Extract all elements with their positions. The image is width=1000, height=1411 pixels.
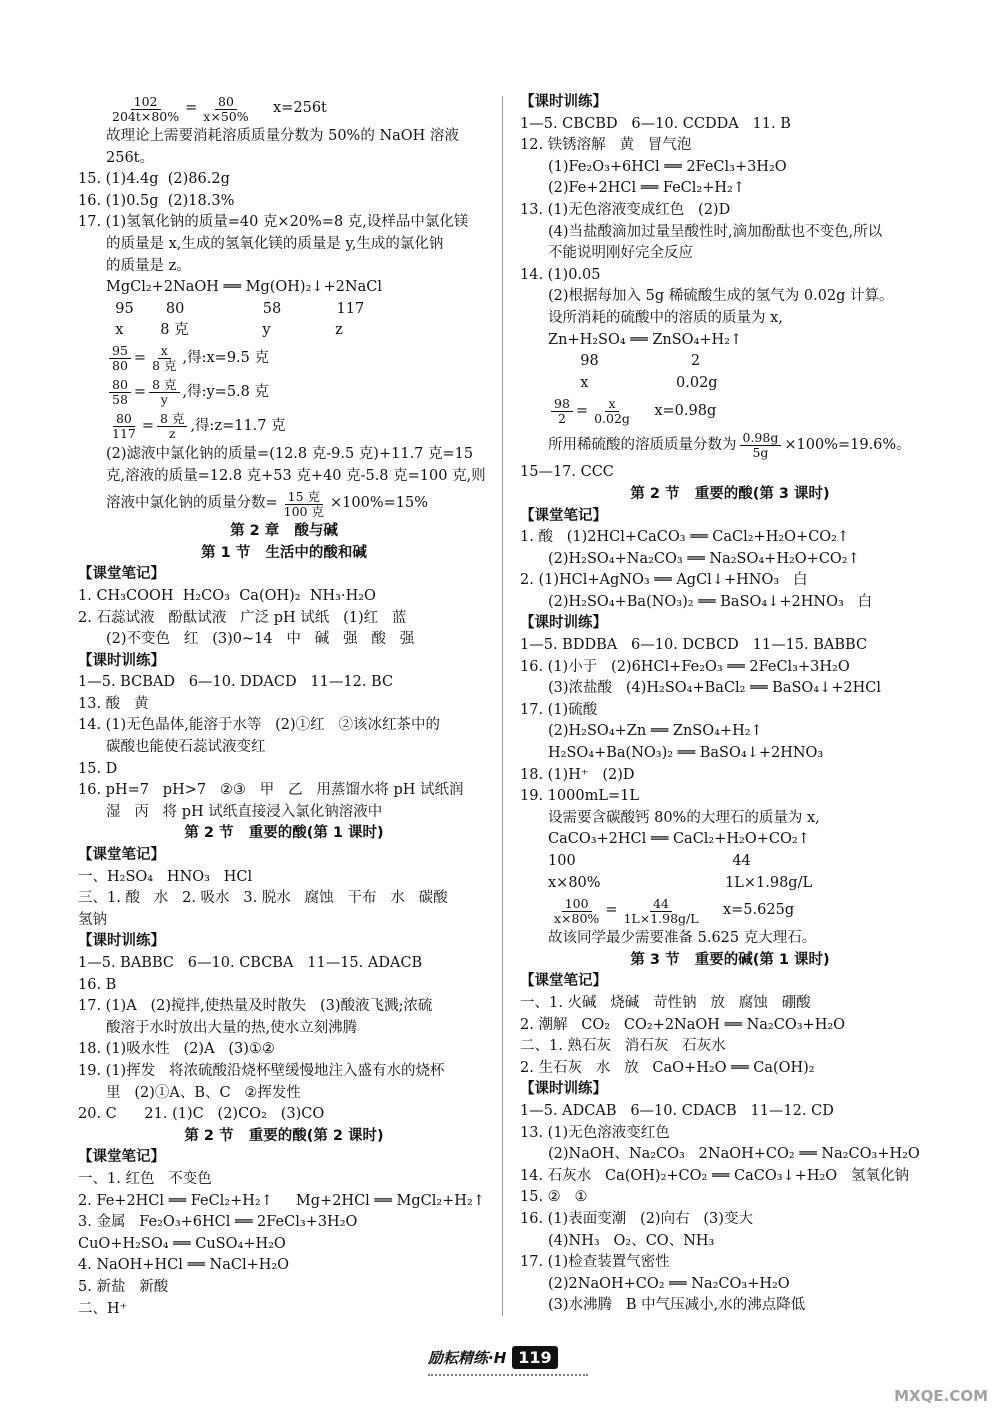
answer-line: CaCO₃+2HCl ══ CaCl₂+H₂O+CO₂↑ (548, 831, 810, 848)
fraction-numerator: 80 (113, 412, 135, 427)
section-title: 第 2 章 酸与碱 (230, 523, 338, 540)
formula-operator: = (141, 418, 155, 435)
answer-line: 一、H₂SO₄ HNO₃ HCl (78, 868, 253, 885)
answer-line: x 0.02g (548, 374, 718, 391)
formula-result: ×100%=15% (330, 495, 428, 512)
footer-rule (428, 1374, 588, 1376)
fraction-numerator: 8 克 (149, 378, 179, 393)
section-tag: 【课时训练】 (520, 615, 607, 632)
section-title: 第 1 节 生活中的酸和碱 (201, 544, 367, 561)
fraction-denominator: y (160, 392, 168, 408)
fraction-denominator: 100 克 (283, 503, 324, 519)
answer-line: (3)水沸腾 B 中气压减小,水的沸点降低 (548, 1297, 806, 1314)
answer-line: 二、1. 熟石灰 消石灰 石灰水 (520, 1038, 726, 1055)
answer-line: MgCl₂+2NaOH ══ Mg(OH)₂↓+2NaCl (106, 279, 382, 296)
footer-brand: 励耘精练·H (428, 1348, 507, 1367)
formula-result: ,得:y=5.8 克 (182, 384, 270, 401)
answer-line: 19. 1000mL=1L (520, 788, 639, 805)
fraction-denominator: 117 (112, 426, 136, 442)
fraction-denominator: 0.02g (594, 410, 630, 426)
answer-line: 16. B (78, 976, 117, 993)
answer-line: (1)Fe₂O₃+6HCl ══ 2FeCl₃+3H₂O (548, 158, 787, 175)
answer-line: 1—5. BABBC 6—10. CBCBA 11—15. ADACB (78, 955, 423, 971)
fraction (109, 378, 131, 407)
section-title: 第 2 节 重要的酸(第 2 课时) (184, 1127, 384, 1144)
answer-line: 碳酸也能使石蕊试液变红 (106, 739, 266, 756)
fraction (740, 431, 782, 460)
fraction (551, 897, 602, 926)
fraction-numerator: 0.98g (740, 431, 782, 446)
answer-line: 20. C 21. (1)C (2)CO₂ (3)CO (78, 1106, 325, 1123)
section-tag: 【课时训练】 (520, 1081, 607, 1098)
answer-line: 的质量是 z。 (106, 257, 191, 274)
answer-line: 一、1. 红色 不变色 (78, 1170, 212, 1187)
formula-line (78, 92, 490, 126)
fraction-denominator: x×50% (203, 108, 249, 124)
fraction (149, 378, 179, 407)
formula-line (78, 487, 490, 521)
answer-line: Zn+H₂SO₄ ══ ZnSO₄+H₂↑ (548, 331, 743, 348)
answer-line: (2)Fe+2HCl ══ FeCl₂+H₂↑ (548, 180, 745, 197)
section-title: 第 2 节 重要的酸(第 3 课时) (630, 485, 830, 502)
page-number: 119 (512, 1346, 557, 1369)
formula-result: ×100%=19.6%。 (784, 436, 911, 453)
formula-prefix: 溶液中氯化钠的质量分数= (106, 495, 278, 512)
answer-line: 12. 铁锈溶解 黄 冒气泡 (520, 137, 692, 154)
fraction-numerator: 102 (131, 95, 161, 110)
fraction-numerator: 15 克 (285, 490, 323, 505)
fraction-numerator: 80 (215, 95, 237, 110)
fraction (157, 412, 187, 441)
fraction-numerator: 95 (109, 344, 131, 359)
formula-operator: = (133, 384, 147, 401)
answer-line: 1. 酸 (1)2HCl+CaCO₃ ══ CaCl₂+H₂O+CO₂↑ (520, 529, 850, 546)
formula-result: x=5.625g (704, 902, 795, 919)
answer-line: 13. 酸 黄 (78, 695, 149, 712)
fraction (620, 897, 701, 926)
answer-line: 16. (1)表面变潮 (2)向右 (3)变大 (520, 1210, 753, 1227)
formula-line (520, 894, 940, 928)
section-tag: 【课堂笔记】 (78, 566, 165, 583)
formula-line (78, 342, 490, 376)
formula-operator: = (575, 402, 589, 419)
answer-line: (3)浓盐酸 (4)H₂SO₄+BaCl₂ ══ BaSO₄↓+2HCl (548, 680, 882, 697)
fraction (109, 412, 139, 441)
answer-line: (4)当盐酸滴加过量呈酸性时,滴加酚酞也不变色,所以 (548, 223, 883, 240)
section-tag: 【课堂笔记】 (78, 1149, 165, 1166)
answer-line: 设需要含碳酸钙 80%的大理石的质量为 x, (548, 809, 820, 826)
formula-operator: = (185, 100, 198, 117)
formula-line (520, 394, 940, 428)
fraction (200, 95, 251, 124)
section-title: 第 2 节 重要的酸(第 1 课时) (184, 825, 384, 842)
fraction-denominator: 1L×1.98g/L (623, 910, 699, 926)
fraction (109, 95, 182, 124)
formula-result: ,得:z=11.7 克 (190, 418, 286, 435)
section-tag: 【课时训练】 (520, 94, 607, 110)
formula-line (78, 376, 490, 410)
left-column (78, 92, 490, 1320)
fraction-denominator: 8 克 (152, 358, 177, 374)
answer-line: 1—5. BCBAD 6—10. DDACD 11—12. BC (78, 674, 394, 691)
answer-line: 2. Fe+2HCl ══ FeCl₂+H₂↑ Mg+2HCl ══ MgCl₂+H₂↑ (78, 1192, 485, 1209)
section-tag: 【课堂笔记】 (520, 973, 607, 990)
answer-line: 3. 金属 Fe₂O₃+6HCl ══ 2FeCl₃+3H₂O (78, 1214, 358, 1231)
formula-result: x=0.98g (635, 402, 717, 419)
fraction-numerator: 8 克 (157, 412, 187, 427)
fraction (551, 397, 573, 426)
answer-line: (2)H₂SO₄+Na₂CO₃ ══ Na₂SO₄+H₂O+CO₂↑ (548, 550, 860, 567)
answer-line: 2. 生石灰 水 放 CaO+H₂O ══ Ca(OH)₂ (520, 1059, 815, 1076)
answer-line: 18. (1)吸水性 (2)A (3)①② (78, 1041, 275, 1058)
section-tag: 【课时训练】 (78, 933, 165, 950)
answer-line: 5. 新盐 新酸 (78, 1278, 169, 1295)
column-divider (502, 96, 503, 1316)
fraction-numerator: x (605, 397, 618, 412)
fraction-numerator: 100 (562, 897, 592, 912)
answer-line: (2)H₂SO₄+Ba(NO₃)₂ ══ BaSO₄↓+2HNO₃ 白 (548, 593, 873, 610)
answer-line: 2. 石蕊试液 酚酞试液 广泛 pH 试纸 (1)红 蓝 (78, 609, 407, 626)
fraction-numerator: 98 (551, 397, 573, 412)
formula-operator: = (133, 350, 147, 367)
answer-line: 17. (1)A (2)搅拌,使热量及时散失 (3)酸液飞溅;浓硫 (78, 998, 433, 1015)
answer-line: 克,溶液的质量=12.8 克+53 克+40 克-5.8 克=100 克,则 (106, 467, 486, 484)
answer-line: 故该同学最少需要准备 5.625 克大理石。 (548, 930, 817, 947)
answer-line: 19. (1)挥发 将浓硫酸沿烧杯壁缓慢地注入盛有水的烧杯 (78, 1062, 445, 1079)
answer-line: 16. (1)小于 (2)6HCl+Fe₂O₃ ══ 2FeCl₃+3H₂O (520, 658, 850, 675)
answer-line: x×80% 1L×1.98g/L (548, 874, 813, 891)
answer-line: 设所消耗的硫酸中的溶质的质量为 x, (548, 309, 783, 326)
formula-result: ,得:x=9.5 克 (182, 350, 269, 367)
fraction-denominator: 58 (112, 392, 128, 408)
formula-prefix: 所用稀硫酸的溶质质量分数为 (548, 436, 737, 453)
answer-line: 湿 丙 将 pH 试纸直接浸入氯化钠溶液中 (106, 803, 383, 820)
answer-line: 14. 石灰水 Ca(OH)₂+CO₂ ══ CaCO₃↓+H₂O 氢氧化钠 (520, 1167, 910, 1184)
answer-line: 酸溶于水时放出大量的热,使水立刻沸腾 (106, 1019, 358, 1036)
answer-line: 4. NaOH+HCl ══ NaCl+H₂O (78, 1257, 290, 1274)
answer-line: x 8 克 y z (106, 322, 343, 339)
fraction-numerator: x (158, 344, 171, 359)
fraction-denominator: 80 (112, 358, 128, 374)
watermark: MXQE.COM (894, 1387, 988, 1405)
section-tag: 【课堂笔记】 (520, 507, 607, 524)
formula-operator: = (605, 902, 618, 919)
answer-line: 15—17. CCC (520, 464, 614, 481)
answer-line: 三、1. 酸 水 2. 吸水 3. 脱水 腐蚀 干布 水 碳酸 (78, 890, 448, 907)
answer-line: H₂SO₄+Ba(NO₃)₂ ══ BaSO₄↓+2HNO₃ (548, 745, 824, 762)
fraction (281, 490, 327, 519)
answer-line: (2)NaOH、Na₂CO₃ 2NaOH+CO₂ ══ Na₂CO₃+H₂O (548, 1146, 920, 1163)
answer-line: 15. (1)4.4g (2)86.2g (78, 171, 230, 188)
section-title: 第 3 节 重要的碱(第 1 课时) (630, 951, 830, 968)
answer-line: 14. (1)无色晶体,能溶于水等 (2)①红 ②该冰红茶中的 (78, 717, 441, 734)
fraction-denominator: z (168, 426, 176, 442)
formula-result: x=256t (254, 100, 327, 117)
fraction (149, 344, 179, 373)
answer-line: 17. (1)氢氧化钠的质量=40 克×20%=8 克,设样品中氯化镁 (78, 214, 469, 231)
answer-line: 氢钠 (78, 911, 107, 928)
fraction-denominator: 5g (752, 444, 769, 460)
answer-line: 95 80 58 117 (106, 300, 365, 317)
answer-line: 15. ② ① (520, 1189, 588, 1206)
answer-line: (2)不变色 红 (3)0~14 中 碱 强 酸 强 (106, 631, 415, 648)
answer-line: CuO+H₂SO₄ ══ CuSO₄+H₂O (78, 1235, 286, 1252)
fraction (109, 344, 131, 373)
fraction-denominator: 204t×80% (112, 108, 180, 124)
fraction-denominator: x×80% (554, 910, 600, 926)
answer-line: 一、1. 火碱 烧碱 苛性钠 放 腐蚀 硼酸 (520, 994, 811, 1011)
page-footer (428, 1342, 588, 1372)
answer-line: 18. (1)H⁺ (2)D (520, 766, 635, 783)
answer-line: 17. (1)硫酸 (520, 701, 598, 718)
right-column (520, 92, 940, 1317)
answer-line: 13. (1)无色溶液变成红色 (2)D (520, 201, 731, 218)
fraction-denominator: 2 (557, 410, 566, 426)
answer-line: 98 2 (548, 353, 701, 370)
section-tag: 【课时训练】 (78, 652, 165, 669)
answer-line: 16. (1)0.5g (2)18.3% (78, 192, 235, 209)
answer-line: 14. (1)0.05 (520, 266, 601, 283)
formula-line (520, 428, 940, 462)
answer-line: (2)滤液中氯化钠的质量=(12.8 克-9.5 克)+11.7 克=15 (106, 445, 474, 462)
answer-line: 二、H⁺ (78, 1300, 128, 1317)
answer-line: (2)根据每加入 5g 稀硫酸生成的氢气为 0.02g 计算。 (548, 288, 894, 305)
answer-line: 1—5. ADCAB 6—10. CDACB 11—12. CD (520, 1102, 834, 1119)
answer-line: 15. D (78, 760, 118, 777)
answer-line: 的质量是 x,生成的氢氧化镁的质量是 y,生成的氯化钠 (106, 235, 444, 252)
answer-line: 里 (2)①A、B、C ②挥发性 (106, 1084, 301, 1101)
fraction (591, 397, 633, 426)
answer-line: 256t。 (106, 149, 155, 166)
answer-line: 不能说明刚好完全反应 (548, 245, 693, 262)
fraction-numerator: 44 (650, 897, 672, 912)
fraction-numerator: 80 (109, 378, 131, 393)
answer-line: (4)NH₃ O₂、CO、NH₃ (548, 1232, 715, 1249)
answer-line: 100 44 (548, 853, 751, 869)
section-tag: 【课堂笔记】 (78, 847, 165, 864)
answer-line: (2)2NaOH+CO₂ ══ Na₂CO₃+H₂O (548, 1275, 790, 1292)
answer-line: 1. CH₃COOH H₂CO₃ Ca(OH)₂ NH₃·H₂O (78, 587, 376, 604)
formula-line (78, 410, 490, 444)
answer-line: 13. (1)无色溶液变红色 (520, 1124, 670, 1141)
answer-line: 2. 潮解 CO₂ CO₂+2NaOH ══ Na₂CO₃+H₂O (520, 1016, 846, 1033)
answer-line: 1—5. CBCBD 6—10. CCDDA 11. B (520, 115, 791, 132)
answer-line: (2)H₂SO₄+Zn ══ ZnSO₄+H₂↑ (548, 723, 763, 740)
answer-line: 17. (1)检查装置气密性 (520, 1254, 670, 1271)
answer-line: 1—5. BDDBA 6—10. DCBCD 11—15. BABBC (520, 637, 868, 654)
answer-line: 16. pH=7 pH>7 ②③ 甲 乙 用蒸馏水将 pH 试纸润 (78, 782, 464, 799)
answer-line: 2. (1)HCl+AgNO₃ ══ AgCl↓+HNO₃ 白 (520, 572, 808, 589)
answer-line: 故理论上需要消耗溶质质量分数为 50%的 NaOH 溶液 (106, 128, 459, 144)
